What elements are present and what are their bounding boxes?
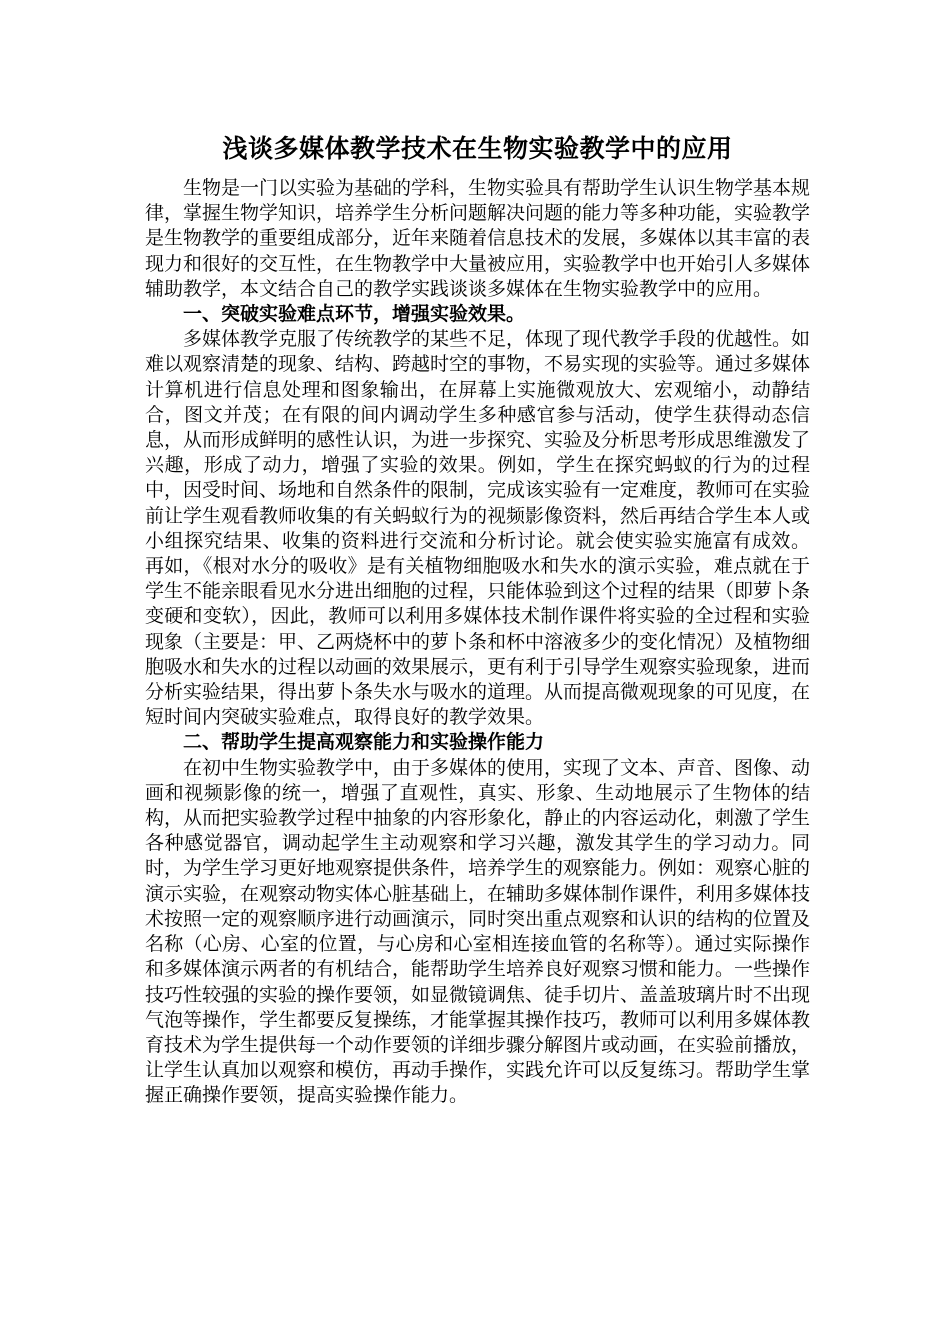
section-1-paragraph: 多媒体教学克服了传统教学的某些不足，体现了现代教学手段的优越性。如难以观察清楚的现象、结构、跨越时空的事物，不易实现的实验等。通过多媒体计算机进行信息处理和图象输出，在屏幕上实施微观放大、宏观缩小，动静结合，图文并茂；在有限的间内调动学生多种感官参与活动，使学生获得动态信息，从而形成鲜明的感性认识，为进一步探究、实验及分析思考形成思维激发了兴趣，形成了动力，增强了实验的效果。例如，学生在探究蚂蚁的行为的过程中，因受时间、场地和自然条件的限制，完成该实验有一定难度，教师可在实验前让学生观看教师收集的有关蚂蚁行为的视频影像资料，然后再结合学生本人或小组探究结果、收集的资料进行交流和分析讨论。就会使实验实施富有成效。 再如，《根对水分的吸收》是有关植物细胞吸水和失水的演示实验，难点就在于学生不能亲眼看见水分进出细胞的过程，只能体验到这个过程的结果（即萝卜条变硬和变软），因此，教师可以利用多媒体技术制作课件将实验的全过程和实验现象（主要是：甲、乙两烧杯中的萝卜条和杯中溶液多少的变化情况）及植物细胞吸水和失水的过程以动画的效果展示，更有利于引导学生观察实验现象，进而分析实验结果，得出萝卜条失水与吸水的道理。从而提高微观现象的可见度，在短时间内突破实验难点，取得良好的教学效果。 [145, 328, 811, 729]
document-title: 浅谈多媒体教学技术在生物实验教学中的应用 [222, 134, 733, 163]
section-1-heading: 一、突破实验难点环节，增强实验效果。 [183, 303, 526, 326]
section-2-heading: 二、帮助学生提高观察能力和实验操作能力 [183, 731, 545, 754]
section-2-paragraph: 在初中生物实验教学中，由于多媒体的使用，实现了文本、声音、图像、动画和视频影像的统一，增强了直观性，真实、形象、生动地展示了生物体的结构，从而把实验教学过程中抽象的内容形象化，静止的内容运动化，刺激了学生各种感觉器官，调动起学生主动观察和学习兴趣，激发其学生的学习动力。同时，为学生学习更好地观察提供条件，培养学生的观察能力。例如：观察心脏的演示实验，在观察动物实体心脏基础上，在辅助多媒体制作课件，利用多媒体技术按照一定的观察顺序进行动画演示，同时突出重点观察和认识的结构的位置及名称（心房、心室的位置，与心房和心室相连接血管的名称等）。通过实际操作和多媒体演示两者的有机结合，能帮助学生培养良好观察习惯和能力。一些操作技巧性较强的实验的操作要领，如显微镜调焦、徒手切片、盖盖玻璃片时不出现气泡等操作，学生都要反复操练，才能掌握其操作技巧，教师可以利用多媒体教育技术为学生提供每一个动作要领的详细步骤分解图片或动画，在实验前播放，让学生认真加以观察和模仿，再动手操作，实践允许可以反复练习。帮助学生掌握正确操作要领，提高实验操作能力。 [145, 756, 811, 1107]
intro-paragraph: 生物是一门以实验为基础的学科，生物实验具有帮助学生认识生物学基本规律，掌握生物学知识，培养学生分析问题解决问题的能力等多种功能，实验教学是生物教学的重要组成部分，近年来随着信息技术的发展，多媒体以其丰富的表现力和很好的交互性，在生物教学中大量被应用，实验教学中也开始引人多媒体辅助教学，本文结合自己的教学实践谈谈多媒体在生物实验教学中的应用。 [145, 177, 811, 300]
document-page [145, 132, 810, 1109]
